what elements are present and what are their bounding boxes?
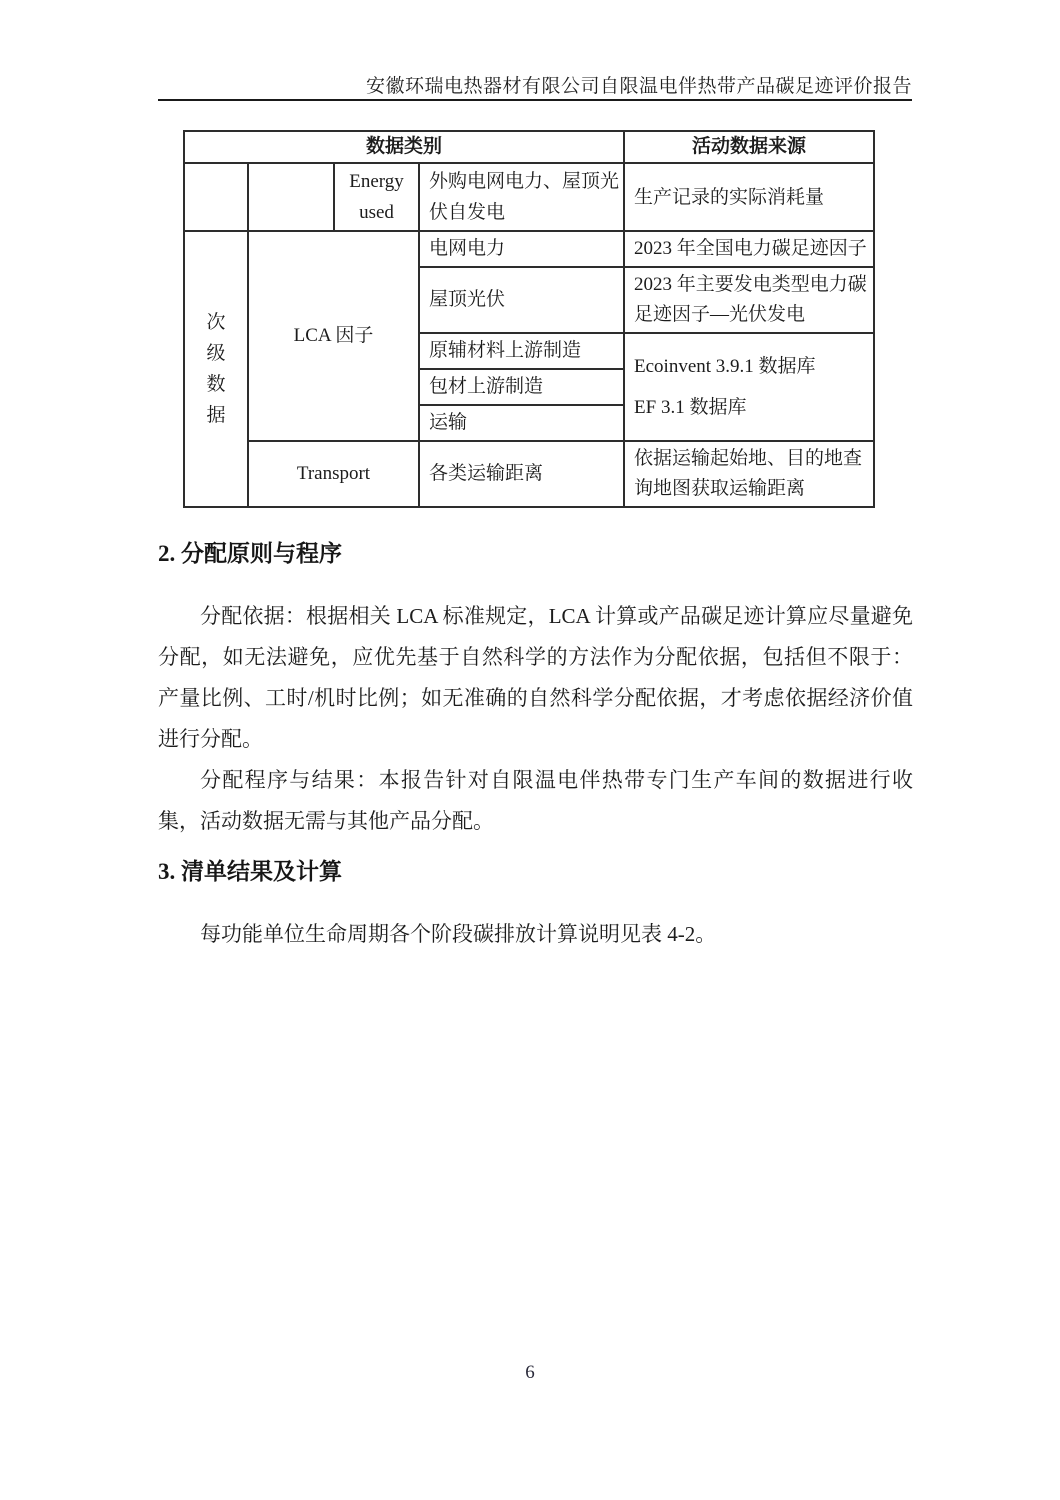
cell-secondary-data-label [184,231,248,507]
empty-cell-group [248,163,334,231]
cell-transport-source: 依据运输起始地、目的地查询地图获取运输距离 [624,441,874,507]
data-source-table [183,130,875,508]
cell-grid-power-source: 2023 年全国电力碳足迹因子 [624,231,874,267]
secondary-char-3: 数 [206,374,226,395]
table-header-source: 活动数据来源 [624,131,874,163]
cell-energy-used-label: Energy used [334,163,419,231]
table-row-transport [184,441,874,507]
section-3-paragraph-1: 每功能单位生命周期各个阶段碳排放计算说明见表 4-2。 [200,922,717,946]
section-2-heading: 2. 分配原则与程序 [158,541,342,566]
database-line-ecoinvent: Ecoinvent 3.9.1 数据库 [634,356,816,377]
secondary-char-1: 次 [206,312,226,333]
table-header-category: 数据类别 [184,131,624,163]
document-body [158,538,913,955]
cell-raw-materials-category: 原辅材料上游制造 [419,333,624,369]
cell-lca-factor-label: LCA 因子 [248,231,419,441]
cell-transport-category: 各类运输距离 [419,441,624,507]
cell-packaging-category: 包材上游制造 [419,369,624,405]
table-row-grid-power [184,231,874,267]
section-2-paragraph-2: 分配程序与结果：本报告针对自限温电伴热带专门生产车间的数据进行收集，活动数据无需与其他产品分配。 [158,768,913,833]
cell-rooftop-pv-source: 2023 年主要发电类型电力碳足迹因子—光伏发电 [624,267,874,333]
cell-transport-label: Transport [248,441,419,507]
secondary-char-2: 级 [206,343,226,364]
cell-rooftop-pv-category: 屋顶光伏 [419,267,624,333]
empty-cell-level [184,163,248,231]
header-rule [158,99,912,101]
header-title: 安徽环瑞电热器材有限公司自限温电伴热带产品碳足迹评价报告 [365,76,912,97]
cell-grid-power-category: 电网电力 [419,231,624,267]
section-3-heading: 3. 清单结果及计算 [158,859,342,884]
database-line-ef: EF 3.1 数据库 [634,397,747,418]
cell-energy-source: 生产记录的实际消耗量 [624,163,874,231]
section-2-paragraph-1: 分配依据：根据相关 LCA 标准规定，LCA 计算或产品碳足迹计算应尽量避免分配，如无法避免，应优先基于自然科学的方法作为分配依据，包括但不限于：产量比例、工时/机时比例；如无准确的自然科学分配依据，才考虑依据经济价值进行分配。 [158,604,913,751]
cell-lca-database-source [624,333,874,441]
cell-energy-category: 外购电网电力、屋顶光伏自发电 [419,163,624,231]
page-number: 6 [525,1362,535,1383]
cell-transport-factor-category: 运输 [419,405,624,441]
secondary-char-4: 据 [206,405,226,426]
table-header-row [184,131,874,163]
table-row-energy [184,163,874,231]
